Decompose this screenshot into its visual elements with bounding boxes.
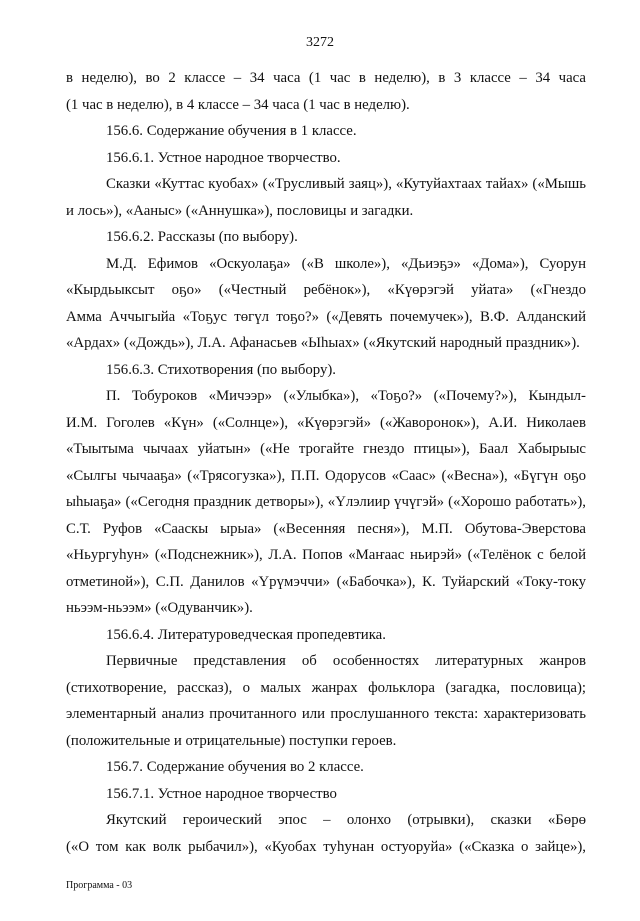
text-line: 156.6.3. Стихотворения (по выбору). [106,361,336,378]
text-line: 156.6.4. Литературоведческая пропедевтика. [106,626,386,643]
text-line: (стихотворение, рассказ), о малых жанрах фольклора (загадка, пословица); [66,679,586,696]
text-line: в неделю), во 2 классе – 34 часа (1 час в неделю), в 3 классе – 34 часа [66,70,586,86]
text-line: ньээм-ньээм» («Одуванчик»). [66,600,253,616]
text-line: Первичные представления об особенностях литературных жанров [106,653,586,669]
text-line: 156.7.1. Устное народное творчество [106,785,337,802]
text-line: 156.6. Содержание обучения в 1 классе. [106,123,357,139]
text-line: «Сылгы чычааҕа» («Трясогузка»), П.П. Одорусов «Саас» («Весна»), «Бүгүн оҕо [66,467,586,484]
text-line: «Ардах» («Дождь»), Л.А. Афанасьев «Ыһыах» («Якутский народный праздник»). [66,335,580,351]
text-line: И.М. Гоголев «Күн» («Солнце»), «Күөрэгэй» («Жаворонок»), А.И. Николаев [66,414,586,431]
page-footer: Программа - 03 [66,880,133,891]
text-line: 156.7. Содержание обучения во 2 классе. [106,759,364,775]
text-line: «Кырдьыксыт оҕо» («Честный ребёнок»), «Күөрэгэй уйата» («Гнездо [66,282,586,298]
text-line: («О том как волк рыбачил»), «Куобах туһунан остуоруйа» («Сказка о зайце»), [66,838,586,855]
text-line: Якутский героический эпос – олонхо (отрывки), сказки «Бөрө [106,812,586,828]
text-line: 156.6.1. Устное народное творчество. [106,149,341,166]
text-line: «Ньургуһун» («Подснежник»), Л.А. Попов «Маҥаас ньирэй» («Телёнок с белой [66,547,586,563]
text-line: (1 час в неделю), в 4 классе – 34 часа (1 час в неделю). [66,96,410,113]
text-line: 156.6.2. Рассказы (по выбору). [106,229,298,245]
text-line: ыһыаҕа» («Сегодня праздник детворы»), «Үлэлиир үчүгэй» («Хорошо работать»), [66,494,586,510]
text-line: М.Д. Ефимов «Оскуолаҕа» («В школе»), «Дьиэҕэ» «Дома»), Суорун [106,255,586,272]
text-line: «Тыытыма чычаах уйатын» («Не трогайте гнездо птицы»), Баал Хабырыыс [66,441,586,457]
document-body [66,65,586,860]
text-line: Амма Аччыгыйа «Тоҕус төгүл тоҕо?» («Девять почемучек»), В.Ф. Алданский [66,308,586,325]
page-number: 3272 [306,35,334,50]
text-line: Сказки «Куттас куобах» («Трусливый заяц»), «Кутуйахтаах тайах» («Мышь [106,176,586,192]
text-line: отметиной»), С.П. Данилов «Үрүмэччи» («Бабочка»), К. Туйарский «Току-току [66,573,586,590]
text-line: (положительные и отрицательные) поступки героев. [66,732,397,749]
text-line: и лось»), «Ааныс» («Аннушка»), пословицы и загадки. [66,202,414,219]
text-line: П. Тобуроков «Мичээр» («Улыбка»), «Тоҕо?» («Почему?»), Кындыл- [106,388,586,404]
text-line: С.Т. Руфов «Сааскы ырыа» («Весенняя песня»), М.П. Обутова-Эверстова [66,520,586,537]
text-line: элементарный анализ прочитанного или прослушанного текста: характеризовать [66,706,586,722]
